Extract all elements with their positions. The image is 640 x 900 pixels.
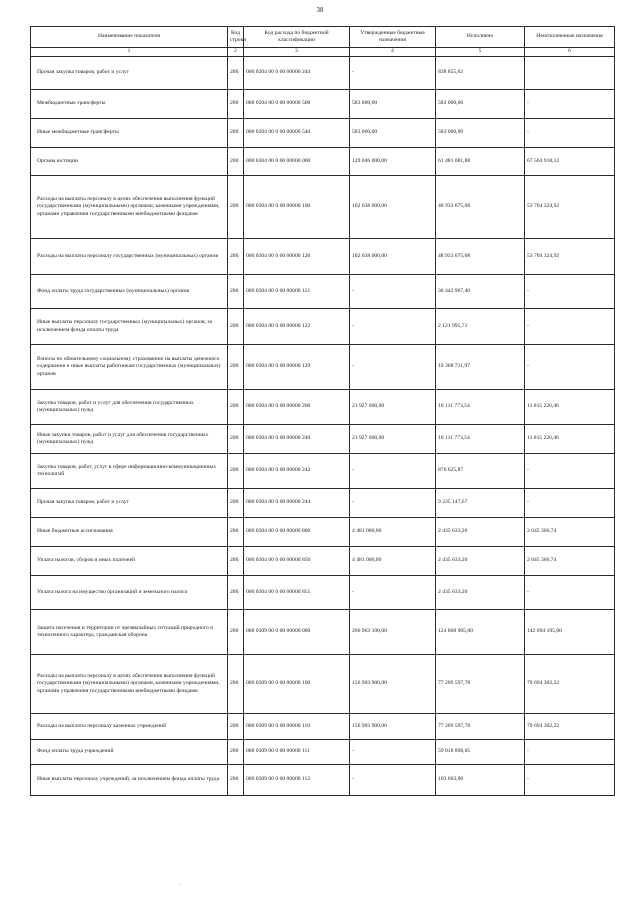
row-unexecuted: -	[525, 740, 615, 765]
row-line-code: 200	[228, 90, 244, 119]
row-approved: -	[350, 275, 436, 309]
row-name: Закупка товаров, работ, услуг в сфере информационно-коммуникационных технологий	[31, 454, 228, 489]
row-executed: 2 435 633,26	[436, 576, 525, 610]
row-approved: 21 927 000,00	[350, 390, 436, 425]
row-name: Защита населения и территории от чрезвычайных ситуаций природного и техногенного характера, гражданская оборона	[31, 610, 228, 655]
row-budget-code: 000 0304 00 0 00 00000 800	[244, 518, 350, 547]
row-approved: -	[350, 765, 436, 796]
row-executed: 48 933 675,08	[436, 239, 525, 275]
row-executed: 2 121 995,71	[436, 309, 525, 345]
row-unexecuted: -	[525, 765, 615, 796]
row-unexecuted: 11 815 226,46	[525, 390, 615, 425]
row-executed: 36 442 967,40	[436, 275, 525, 309]
row-name: Расходы на выплаты персоналу в целях обеспечения выполнения функций государственными (муниципальными) органами, казенными учреждениями, органами управления государственными внебюджетными фондами	[31, 655, 228, 714]
row-line-code: 200	[228, 610, 244, 655]
row-line-code: 200	[228, 275, 244, 309]
row-unexecuted: 53 704 324,92	[525, 176, 615, 239]
row-line-code: 200	[228, 57, 244, 90]
row-approved: -	[350, 309, 436, 345]
row-approved: 102 638 000,00	[350, 176, 436, 239]
row-unexecuted: -	[525, 489, 615, 518]
row-unexecuted: -	[525, 119, 615, 148]
row-line-code: 200	[228, 176, 244, 239]
row-unexecuted: -	[525, 275, 615, 309]
row-approved: 583 000,00	[350, 90, 436, 119]
row-unexecuted: 67 564 918,12	[525, 148, 615, 176]
header-row	[31, 27, 615, 48]
row-executed: 61 481 081,88	[436, 148, 525, 176]
row-approved: -	[350, 57, 436, 90]
column-number-row	[31, 48, 615, 57]
page-number: 38	[316, 6, 324, 14]
row-line-code: 200	[228, 740, 244, 765]
table-row	[31, 610, 615, 655]
row-name: Иные закупки товаров, работ и услуг для обеспечения государственных (муниципальных) нужд	[31, 425, 228, 454]
header-unexecuted: Неисполненные назначения	[525, 27, 615, 48]
row-line-code: 200	[228, 239, 244, 275]
row-budget-code: 000 0304 00 0 00 00000 240	[244, 425, 350, 454]
table-row	[31, 390, 615, 425]
row-name: Расходы на выплаты персоналу казенных учреждений	[31, 714, 228, 740]
row-name: Взносы по обязательному социальному страхованию на выплаты денежного содержания и иные выплаты работникам государственных (муниципальных) органов	[31, 345, 228, 390]
row-executed: 2 435 633,26	[436, 518, 525, 547]
table-row	[31, 309, 615, 345]
row-line-code: 200	[228, 655, 244, 714]
row-budget-code: 000 0304 00 0 00 00000 000	[244, 148, 350, 176]
header-executed: Исполнено	[436, 27, 525, 48]
row-executed: 2 435 633,26	[436, 547, 525, 576]
table-row	[31, 547, 615, 576]
row-budget-code: 000 0304 00 0 00 00000 850	[244, 547, 350, 576]
row-line-code: 200	[228, 148, 244, 176]
row-budget-code: 000 0309 00 0 00 00000 110	[244, 714, 350, 740]
row-line-code: 200	[228, 576, 244, 610]
row-approved: -	[350, 489, 436, 518]
row-unexecuted: -	[525, 576, 615, 610]
row-budget-code: 000 0304 00 0 00 00000 129	[244, 345, 350, 390]
row-budget-code: 000 0309 00 0 00 00000 112	[244, 765, 350, 796]
row-executed: 10 111 773,54	[436, 390, 525, 425]
row-approved: 156 903 900,00	[350, 714, 436, 740]
row-executed: 583 000,00	[436, 119, 525, 148]
row-name: Закупка товаров, работ и услуг для обеспечения государственных (муниципальных) нужд	[31, 390, 228, 425]
table-row	[31, 576, 615, 610]
budget-execution-table	[30, 26, 615, 796]
row-unexecuted: 2 045 366,74	[525, 518, 615, 547]
row-budget-code: 000 0204 00 0 00 00000 500	[244, 90, 350, 119]
row-approved: 102 638 000,00	[350, 239, 436, 275]
table-row	[31, 275, 615, 309]
row-unexecuted: -	[525, 309, 615, 345]
table-row	[31, 239, 615, 275]
row-approved: 21 927 000,00	[350, 425, 436, 454]
row-name: Прочая закупка товаров, работ и услуг	[31, 489, 228, 518]
row-budget-code: 000 0304 00 0 00 00000 122	[244, 309, 350, 345]
column-number: 4	[350, 48, 436, 57]
table-row	[31, 518, 615, 547]
row-executed: 77 209 597,78	[436, 655, 525, 714]
row-budget-code: 000 0304 00 0 00 00000 120	[244, 239, 350, 275]
row-executed: 124 868 905,00	[436, 610, 525, 655]
row-budget-code: 000 0304 00 0 00 00000 100	[244, 176, 350, 239]
row-approved: -	[350, 740, 436, 765]
row-unexecuted: -	[525, 90, 615, 119]
row-line-code: 200	[228, 454, 244, 489]
column-number: 3	[244, 48, 350, 57]
row-name: Фонд оплаты труда учреждений	[31, 740, 228, 765]
column-number: 6	[525, 48, 615, 57]
row-budget-code: 000 0204 00 0 00 00000 540	[244, 119, 350, 148]
table-row	[31, 119, 615, 148]
table-row	[31, 655, 615, 714]
row-line-code: 200	[228, 119, 244, 148]
row-unexecuted: 142 094 195,00	[525, 610, 615, 655]
row-budget-code: 000 0304 00 0 00 00000 851	[244, 576, 350, 610]
row-unexecuted: 11 815 226,46	[525, 425, 615, 454]
row-name: Прочая закупка товаров, работ и услуг	[31, 57, 228, 90]
scan-mark: '	[180, 884, 182, 890]
row-unexecuted: 79 694 302,22	[525, 714, 615, 740]
table-row	[31, 714, 615, 740]
row-name: Уплата налогов, сборов и иных платежей	[31, 547, 228, 576]
header-name: Наименование показателя	[31, 27, 228, 48]
row-name: Органы юстиции	[31, 148, 228, 176]
table-row	[31, 489, 615, 518]
row-line-code: 200	[228, 714, 244, 740]
row-unexecuted	[525, 57, 615, 90]
row-name: Иные выплаты персоналу учреждений, за исключением фонда оплаты труда	[31, 765, 228, 796]
header-budget-code: Код расхода по бюджетной классификации	[244, 27, 350, 48]
row-name: Иные межбюджетные трансферты	[31, 119, 228, 148]
row-unexecuted: 79 694 302,22	[525, 655, 615, 714]
row-budget-code: 000 0304 00 0 00 00000 121	[244, 275, 350, 309]
column-number: 1	[31, 48, 228, 57]
row-budget-code: 000 0304 00 0 00 00000 200	[244, 390, 350, 425]
row-budget-code: 000 0204 00 0 00 00000 244	[244, 57, 350, 90]
row-line-code: 200	[228, 518, 244, 547]
row-executed: 838 855,62	[436, 57, 525, 90]
row-budget-code: 000 0304 00 0 00 00000 244	[244, 489, 350, 518]
row-unexecuted: -	[525, 454, 615, 489]
row-approved: 583 000,00	[350, 119, 436, 148]
row-line-code: 200	[228, 547, 244, 576]
row-name: Расходы на выплаты персоналу государственных (муниципальных) органов	[31, 239, 228, 275]
row-executed: 9 235 147,67	[436, 489, 525, 518]
row-name: Межбюджетные трансферты	[31, 90, 228, 119]
row-line-code: 200	[228, 390, 244, 425]
table-row	[31, 454, 615, 489]
row-approved: -	[350, 576, 436, 610]
row-name: Фонд оплаты труда государственных (муниципальных) органов	[31, 275, 228, 309]
row-budget-code: 000 0309 00 0 00 00000 000	[244, 610, 350, 655]
row-unexecuted: -	[525, 345, 615, 390]
row-executed: 10 111 773,54	[436, 425, 525, 454]
header-approved: Утвержденные бюджетные назначения	[350, 27, 436, 48]
column-number: 2	[228, 48, 244, 57]
row-budget-code: 000 0309 00 0 00 00000 111	[244, 740, 350, 765]
row-line-code: 200	[228, 765, 244, 796]
row-approved: 4 481 000,00	[350, 518, 436, 547]
table-row	[31, 345, 615, 390]
row-executed: 59 018 898,05	[436, 740, 525, 765]
row-approved: -	[350, 454, 436, 489]
row-line-code: 200	[228, 489, 244, 518]
row-approved: -	[350, 345, 436, 390]
table-row	[31, 176, 615, 239]
row-executed: 48 933 675,08	[436, 176, 525, 239]
row-executed: 10 368 711,97	[436, 345, 525, 390]
row-line-code: 200	[228, 345, 244, 390]
row-name: Расходы на выплаты персоналу в целях обеспечения выполнения функций государственными (муниципальными) органами, казенными учреждениями, органами управления государственными внебюджетными фондами	[31, 176, 228, 239]
row-approved: 4 481 000,00	[350, 547, 436, 576]
row-executed: 77 209 597,78	[436, 714, 525, 740]
table-row	[31, 740, 615, 765]
row-approved: 129 046 000,00	[350, 148, 436, 176]
row-approved: 156 903 900,00	[350, 655, 436, 714]
row-budget-code: 000 0309 00 0 00 00000 100	[244, 655, 350, 714]
row-executed: 103 663,00	[436, 765, 525, 796]
row-unexecuted: 53 704 324,92	[525, 239, 615, 275]
table-row	[31, 765, 615, 796]
row-name: Иные выплаты персоналу государственных (муниципальных) органов, за исключением фонда оплаты труда	[31, 309, 228, 345]
table-row	[31, 425, 615, 454]
row-name: Иные бюджетные ассигнования	[31, 518, 228, 547]
row-budget-code: 000 0304 00 0 00 00000 242	[244, 454, 350, 489]
table-row	[31, 57, 615, 90]
header-line-code: Код строки	[228, 27, 244, 48]
table-row	[31, 90, 615, 119]
row-approved: 266 963 100,00	[350, 610, 436, 655]
row-name: Уплата налога на имущество организаций и земельного налога	[31, 576, 228, 610]
table-body	[31, 57, 615, 796]
row-unexecuted: 2 045 366,74	[525, 547, 615, 576]
table-row	[31, 148, 615, 176]
column-number: 5	[436, 48, 525, 57]
row-executed: 583 000,00	[436, 90, 525, 119]
row-line-code: 200	[228, 309, 244, 345]
row-executed: 876 625,87	[436, 454, 525, 489]
row-line-code: 200	[228, 425, 244, 454]
